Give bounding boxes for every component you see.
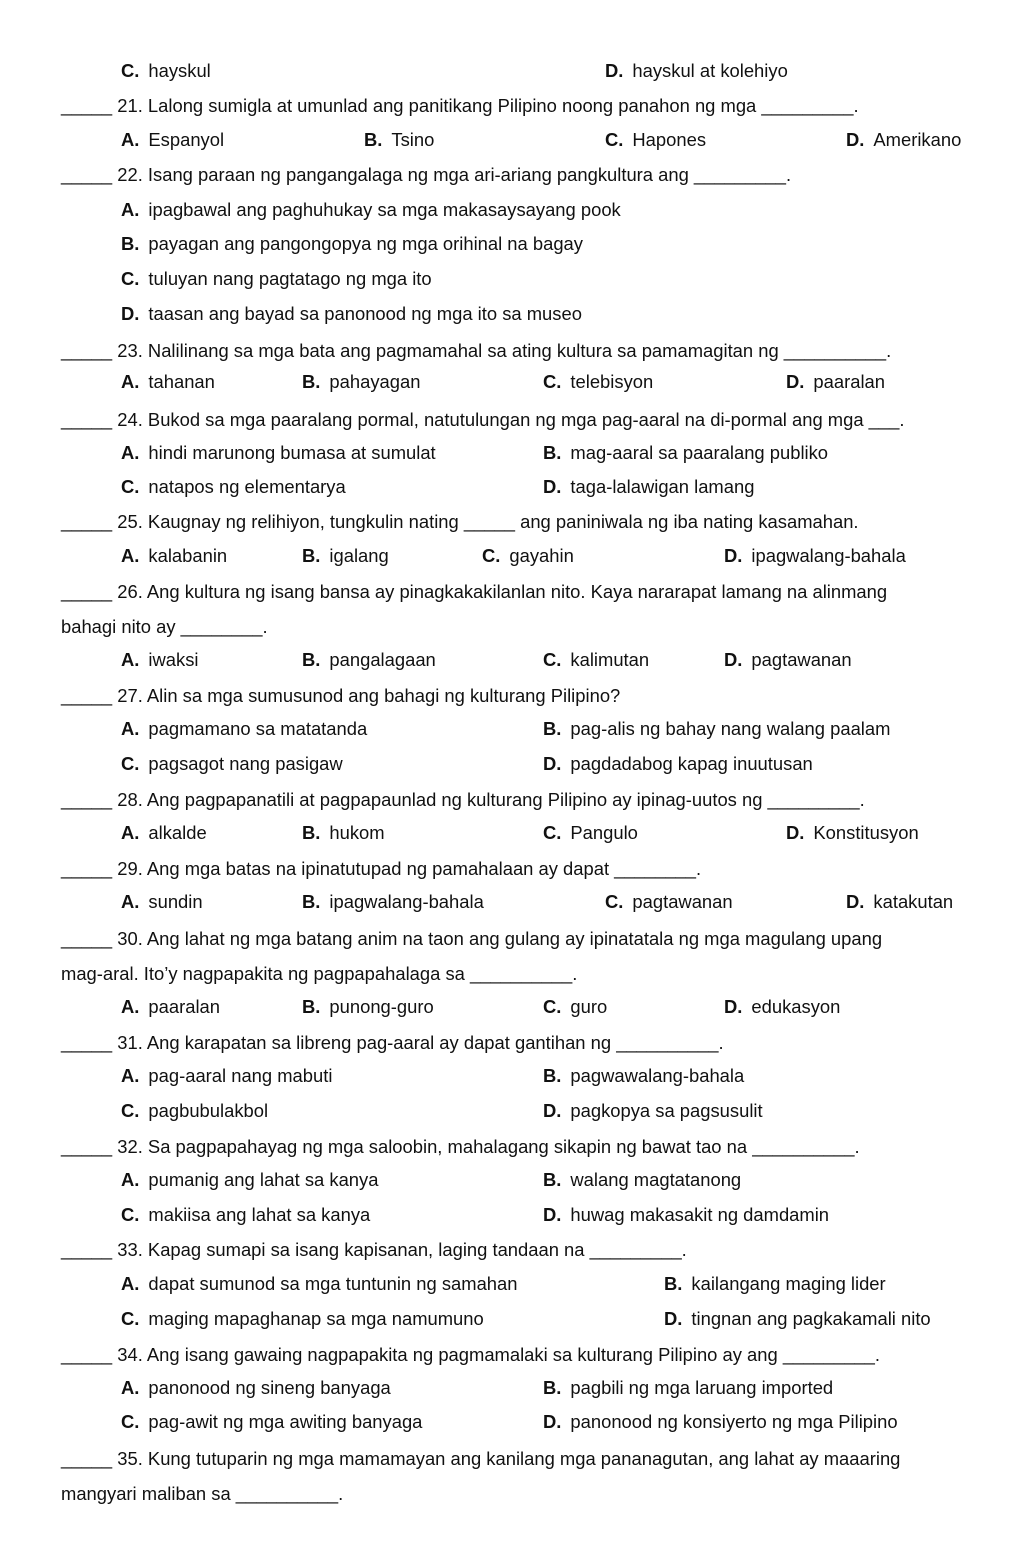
option-c: C. Pangulo — [543, 822, 638, 843]
option-row — [0, 1202, 1024, 1228]
question-23: _____ 23. Nalilinang sa mga bata ang pagmamahal sa ating kultura sa pamamagitan ng __________. — [61, 340, 892, 361]
option-row — [0, 127, 1024, 153]
option-row — [0, 994, 1024, 1020]
question-30-continuation: mag-aral. Ito’y nagpapakita ng pagpapahalaga sa __________. — [61, 963, 578, 984]
option-d: D. taasan ang bayad sa panonood ng mga ito sa museo — [121, 303, 582, 324]
option-row — [0, 1306, 1024, 1332]
option-d: D. tingnan ang pagkakamali nito — [664, 1308, 931, 1329]
option-row — [0, 1409, 1024, 1435]
option-c: C. natapos ng elementarya — [121, 476, 346, 497]
option-d: D. paaralan — [786, 371, 885, 392]
option-c: C. Hapones — [605, 129, 707, 150]
option-row — [0, 474, 1024, 500]
option-c: C. hayskul — [121, 60, 211, 81]
option-c: C. telebisyon — [543, 371, 654, 392]
option-c: C. pagtawanan — [605, 891, 733, 912]
option-d: D. katakutan — [846, 891, 954, 912]
question-32: _____ 32. Sa pagpapahayag ng mga saloobin, mahalagang sikapin ng bawat tao na __________. — [61, 1136, 860, 1157]
question-31: _____ 31. Ang karapatan sa libreng pag-aaral ay dapat gantihan ng __________. — [61, 1032, 724, 1053]
option-row — [0, 820, 1024, 846]
question-22: _____ 22. Isang paraan ng pangangalaga ng mga ari-ariang pangkultura ang _________. — [61, 164, 792, 185]
option-a: A. pag-aaral nang mabuti — [121, 1065, 333, 1086]
option-row — [0, 266, 1024, 292]
question-29: _____ 29. Ang mga batas na ipinatutupad ng pamahalaan ay dapat ________. — [61, 858, 702, 879]
question-28: _____ 28. Ang pagpapanatili at pagpapaunlad ng kulturang Pilipino ay ipinag-uutos ng _________. — [61, 789, 865, 810]
option-row — [0, 1063, 1024, 1089]
option-d: D. hayskul at kolehiyo — [605, 60, 788, 81]
option-d: D. ipagwalang-bahala — [724, 545, 906, 566]
option-d: D. pagkopya sa pagsusulit — [543, 1100, 763, 1121]
option-row — [0, 1167, 1024, 1193]
option-c: C. kalimutan — [543, 649, 650, 670]
option-b: B. pag-alis ng bahay nang walang paalam — [543, 718, 891, 739]
option-a: A. panonood ng sineng banyaga — [121, 1377, 391, 1398]
option-b: B. hukom — [302, 822, 385, 843]
option-row — [0, 231, 1024, 257]
option-a: A. pagmamano sa matatanda — [121, 718, 368, 739]
option-b: B. walang magtatanong — [543, 1169, 742, 1190]
option-row — [0, 1098, 1024, 1124]
option-a: A. hindi marunong bumasa at sumulat — [121, 442, 436, 463]
option-b: B. pagbili ng mga laruang imported — [543, 1377, 834, 1398]
option-row — [0, 197, 1024, 223]
option-a: A. pumanig ang lahat sa kanya — [121, 1169, 379, 1190]
option-c: C. pagsagot nang pasigaw — [121, 753, 343, 774]
question-26-continuation: bahagi nito ay ________. — [61, 616, 268, 637]
option-c: C. makiisa ang lahat sa kanya — [121, 1204, 371, 1225]
option-d: D. panonood ng konsiyerto ng mga Pilipino — [543, 1411, 898, 1432]
option-b: B. igalang — [302, 545, 389, 566]
option-b: B. mag-aaral sa paaralang publiko — [543, 442, 829, 463]
option-b: B. kailangang maging lider — [664, 1273, 886, 1294]
option-d: D. taga-lalawigan lamang — [543, 476, 755, 497]
option-d: D. Konstitusyon — [786, 822, 919, 843]
option-row — [0, 369, 1024, 395]
option-d: D. Amerikano — [846, 129, 962, 150]
option-c: C. guro — [543, 996, 608, 1017]
option-row — [0, 1271, 1024, 1297]
option-row — [0, 751, 1024, 777]
option-row — [0, 440, 1024, 466]
option-row — [0, 543, 1024, 569]
option-row — [0, 647, 1024, 673]
question-26: _____ 26. Ang kultura ng isang bansa ay pinagkakakilanlan nito. Kaya nararapat lamang na alinmang — [61, 581, 888, 602]
option-a: A. ipagbawal ang paghuhukay sa mga makasaysayang pook — [121, 199, 621, 220]
option-c: C. maging mapaghanap sa mga namumuno — [121, 1308, 484, 1329]
option-a: A. tahanan — [121, 371, 215, 392]
option-row — [0, 301, 1024, 327]
option-c: C. gayahin — [482, 545, 574, 566]
option-a: A. kalabanin — [121, 545, 228, 566]
option-d: D. pagtawanan — [724, 649, 852, 670]
option-row — [0, 716, 1024, 742]
option-c: C. tuluyan nang pagtatago ng mga ito — [121, 268, 432, 289]
option-b: B. payagan ang pangongopya ng mga orihinal na bagay — [121, 233, 583, 254]
option-a: A. sundin — [121, 891, 203, 912]
option-d: D. pagdadabog kapag inuutusan — [543, 753, 813, 774]
option-a: A. alkalde — [121, 822, 207, 843]
option-d: D. edukasyon — [724, 996, 841, 1017]
question-33: _____ 33. Kapag sumapi sa isang kapisanan, laging tandaan na _________. — [61, 1239, 687, 1260]
option-b: B. pangalagaan — [302, 649, 436, 670]
question-34: _____ 34. Ang isang gawaing nagpapakita ng pagmamalaki sa kulturang Pilipino ay ang _________. — [61, 1344, 880, 1365]
option-b: B. pahayagan — [302, 371, 421, 392]
option-b: B. pagwawalang-bahala — [543, 1065, 745, 1086]
question-27: _____ 27. Alin sa mga sumusunod ang bahagi ng kulturang Pilipino? — [61, 685, 621, 706]
option-row — [0, 58, 1024, 84]
option-b: B. Tsino — [364, 129, 435, 150]
option-a: A. Espanyol — [121, 129, 225, 150]
option-c: C. pag-awit ng mga awiting banyaga — [121, 1411, 423, 1432]
question-30: _____ 30. Ang lahat ng mga batang anim na taon ang gulang ay ipinatatala ng mga magulang upang — [61, 928, 883, 949]
question-35-continuation: mangyari maliban sa __________. — [61, 1483, 344, 1504]
option-a: A. iwaksi — [121, 649, 199, 670]
option-d: D. huwag makasakit ng damdamin — [543, 1204, 830, 1225]
question-24: _____ 24. Bukod sa mga paaralang pormal, natutulungan ng mga pag-aaral na di-pormal ang mga ___. — [61, 409, 905, 430]
option-a: A. paaralan — [121, 996, 220, 1017]
option-a: A. dapat sumunod sa mga tuntunin ng samahan — [121, 1273, 518, 1294]
option-b: B. punong-guro — [302, 996, 434, 1017]
option-row — [0, 889, 1024, 915]
option-c: C. pagbubulakbol — [121, 1100, 269, 1121]
option-row — [0, 1375, 1024, 1401]
question-35: _____ 35. Kung tutuparin ng mga mamamayan ang kanilang mga pananagutan, ang lahat ay maaaring — [61, 1448, 901, 1469]
question-25: _____ 25. Kaugnay ng relihiyon, tungkulin nating _____ ang paniniwala ng iba nating kasamahan. — [61, 511, 859, 532]
option-b: B. ipagwalang-bahala — [302, 891, 484, 912]
question-21: _____ 21. Lalong sumigla at umunlad ang panitikang Pilipino noong panahon ng mga _________. — [61, 95, 859, 116]
